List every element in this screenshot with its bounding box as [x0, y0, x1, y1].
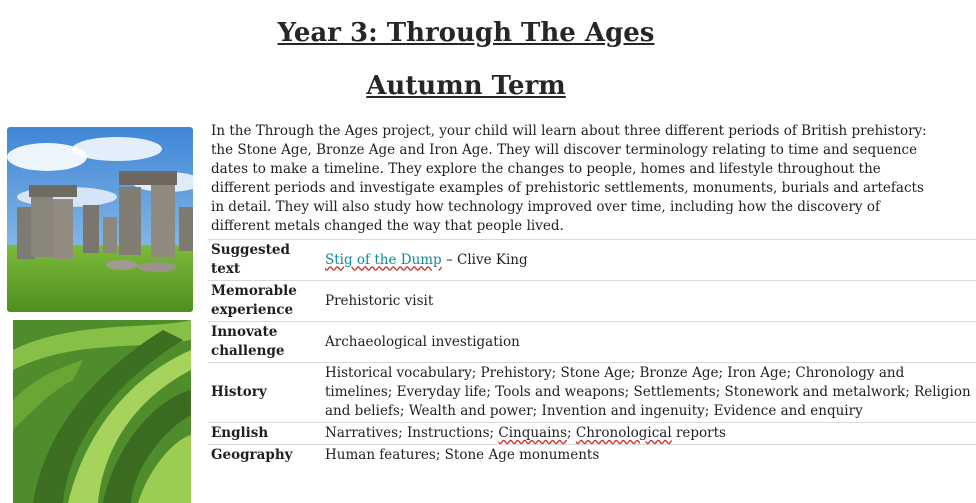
label-line: Memorable — [211, 283, 297, 299]
table-row — [208, 281, 976, 322]
english-text: reports — [671, 425, 726, 441]
geography-value: Human features; Stone Age monuments — [322, 445, 976, 467]
table-row — [208, 445, 976, 467]
history-value: Historical vocabulary; Prehistory; Stone Age; Bronze Age; Iron Age; Chronology and timelines; Everyday life; Tools and weapons; Settlements; Stonework and metalwork; Religion and beliefs; Wealth and power; Invention and ingenuity; Evidence and enquiry — [322, 363, 976, 423]
history-label: History — [208, 363, 322, 423]
page-subtitle: Autumn Term — [366, 71, 566, 101]
curriculum-table — [208, 239, 976, 466]
memorable-experience-value: Prehistoric visit — [322, 281, 976, 322]
english-text: ; — [567, 425, 576, 441]
english-text: Chronological — [575, 425, 672, 441]
stonehenge-photo — [7, 127, 193, 312]
suggested-text-value — [322, 240, 976, 281]
label-line: experience — [211, 302, 294, 318]
table-row — [208, 363, 976, 423]
innovate-challenge-label — [208, 322, 322, 363]
label-line: challenge — [211, 343, 285, 359]
label-line: Innovate — [211, 324, 278, 340]
english-value — [322, 423, 976, 445]
english-text: Cinquains — [498, 425, 568, 441]
english-label: English — [208, 423, 322, 445]
memorable-experience-label — [208, 281, 322, 322]
stonehenge-image — [7, 127, 193, 312]
suggested-text-label: Suggested text — [208, 240, 322, 281]
table-row — [208, 240, 976, 281]
book-author: – Clive King — [441, 251, 528, 268]
intro-paragraph: In the Through the Ages project, your child will learn about three different periods of British prehistory: the Stone Age, Bronze Age and Iron Age. They will discover terminology relating to time and sequence dates to make a timeline. They explore the changes to people, homes and lifestyle throughout the different periods and investigate examples of prehistoric settlements, monuments, burials and artefacts in detail. They will also study how technology improved over time, including how the discovery of different metals changed the way that people lived. — [211, 123, 927, 234]
table-row — [208, 423, 976, 445]
geography-label: Geography — [208, 445, 322, 467]
earthworks-photo — [13, 320, 191, 503]
innovate-challenge-value: Archaeological investigation — [322, 322, 976, 363]
earthworks-image — [13, 320, 191, 503]
english-text: Narratives; Instructions; — [325, 425, 499, 441]
page-title: Year 3: Through The Ages — [277, 18, 655, 48]
table-row — [208, 322, 976, 363]
book-link[interactable]: Stig of the Dump — [325, 251, 442, 268]
